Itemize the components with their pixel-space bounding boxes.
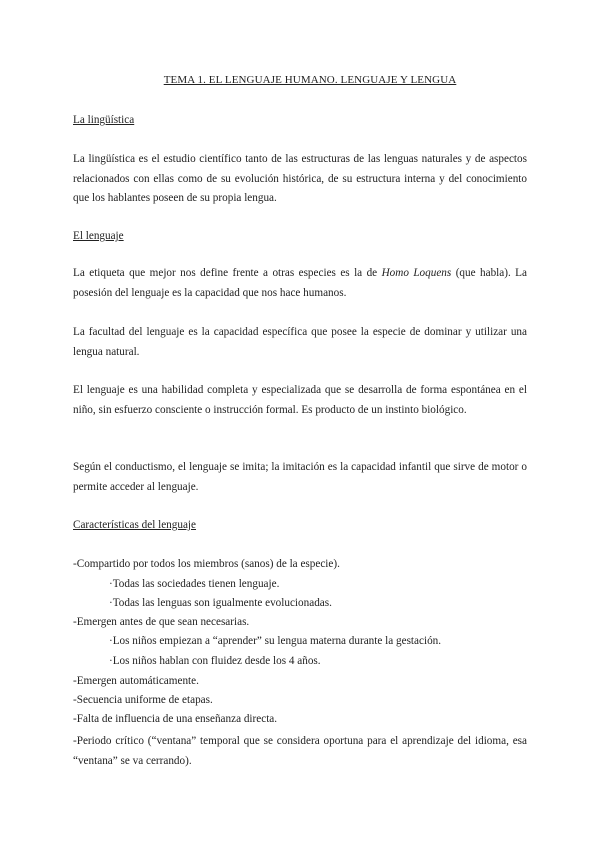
list-item: -Secuencia uniforme de etapas. [73, 694, 213, 706]
italic-term: Homo Loquens [381, 267, 452, 279]
list-item: ·Todas las sociedades tienen lenguaje. [109, 578, 280, 590]
paragraph-habilidad: El lenguaje es una habilidad completa y especializada que se desarrolla de forma espontánea en el niño, sin esfuerzo consciente o instrucción formal. Es producto de un instinto biológico. [73, 384, 527, 416]
list-item: ·Los niños empiezan a “aprender” su lengua materna durante la gestación. [109, 635, 442, 647]
paragraph-homo-loquens: La etiqueta que mejor nos define frente a otras especies es la de Homo Loquens (que habla). La posesión del lenguaje es la capacidad que nos hace humanos. [73, 267, 527, 299]
list-item: -Periodo crítico (“ventana” temporal que se considera oportuna para el aprendizaje del idioma, esa “ventana” se va cerrando). [73, 735, 527, 767]
section-heading-linguistica: La lingüística [73, 114, 135, 126]
list-item: -Compartido por todos los miembros (sanos) de la especie). [73, 558, 340, 570]
paragraph-conductismo: Según el conductismo, el lenguaje se imita; la imitación es la capacidad infantil que sirve de motor o permite acceder al lenguaje. [73, 461, 527, 493]
list-item: ·Los niños hablan con fluidez desde los 4 años. [109, 655, 321, 667]
list-item: -Emergen automáticamente. [73, 675, 199, 687]
page-title: TEMA 1. EL LENGUAJE HUMANO. LENGUAJE Y LENGUA [163, 74, 457, 86]
list-item: -Emergen antes de que sean necesarias. [73, 616, 250, 628]
paragraph-linguistica: La lingüística es el estudio científico tanto de las estructuras de las lenguas naturales y de aspectos relacionados con ellas como de su evolución histórica, de su estructura interna y del conocimiento que los hablantes poseen de su propia lengua. [73, 153, 527, 204]
list-item: -Falta de influencia de una enseñanza directa. [73, 713, 278, 725]
section-heading-lenguaje: El lenguaje [73, 230, 124, 242]
section-heading-caracteristicas: Características del lenguaje [73, 519, 197, 531]
paragraph-facultad: La facultad del lenguaje es la capacidad específica que posee la especie de dominar y utilizar una lengua natural. [73, 326, 527, 358]
list-item: ·Todas las lenguas son igualmente evolucionadas. [109, 597, 332, 609]
